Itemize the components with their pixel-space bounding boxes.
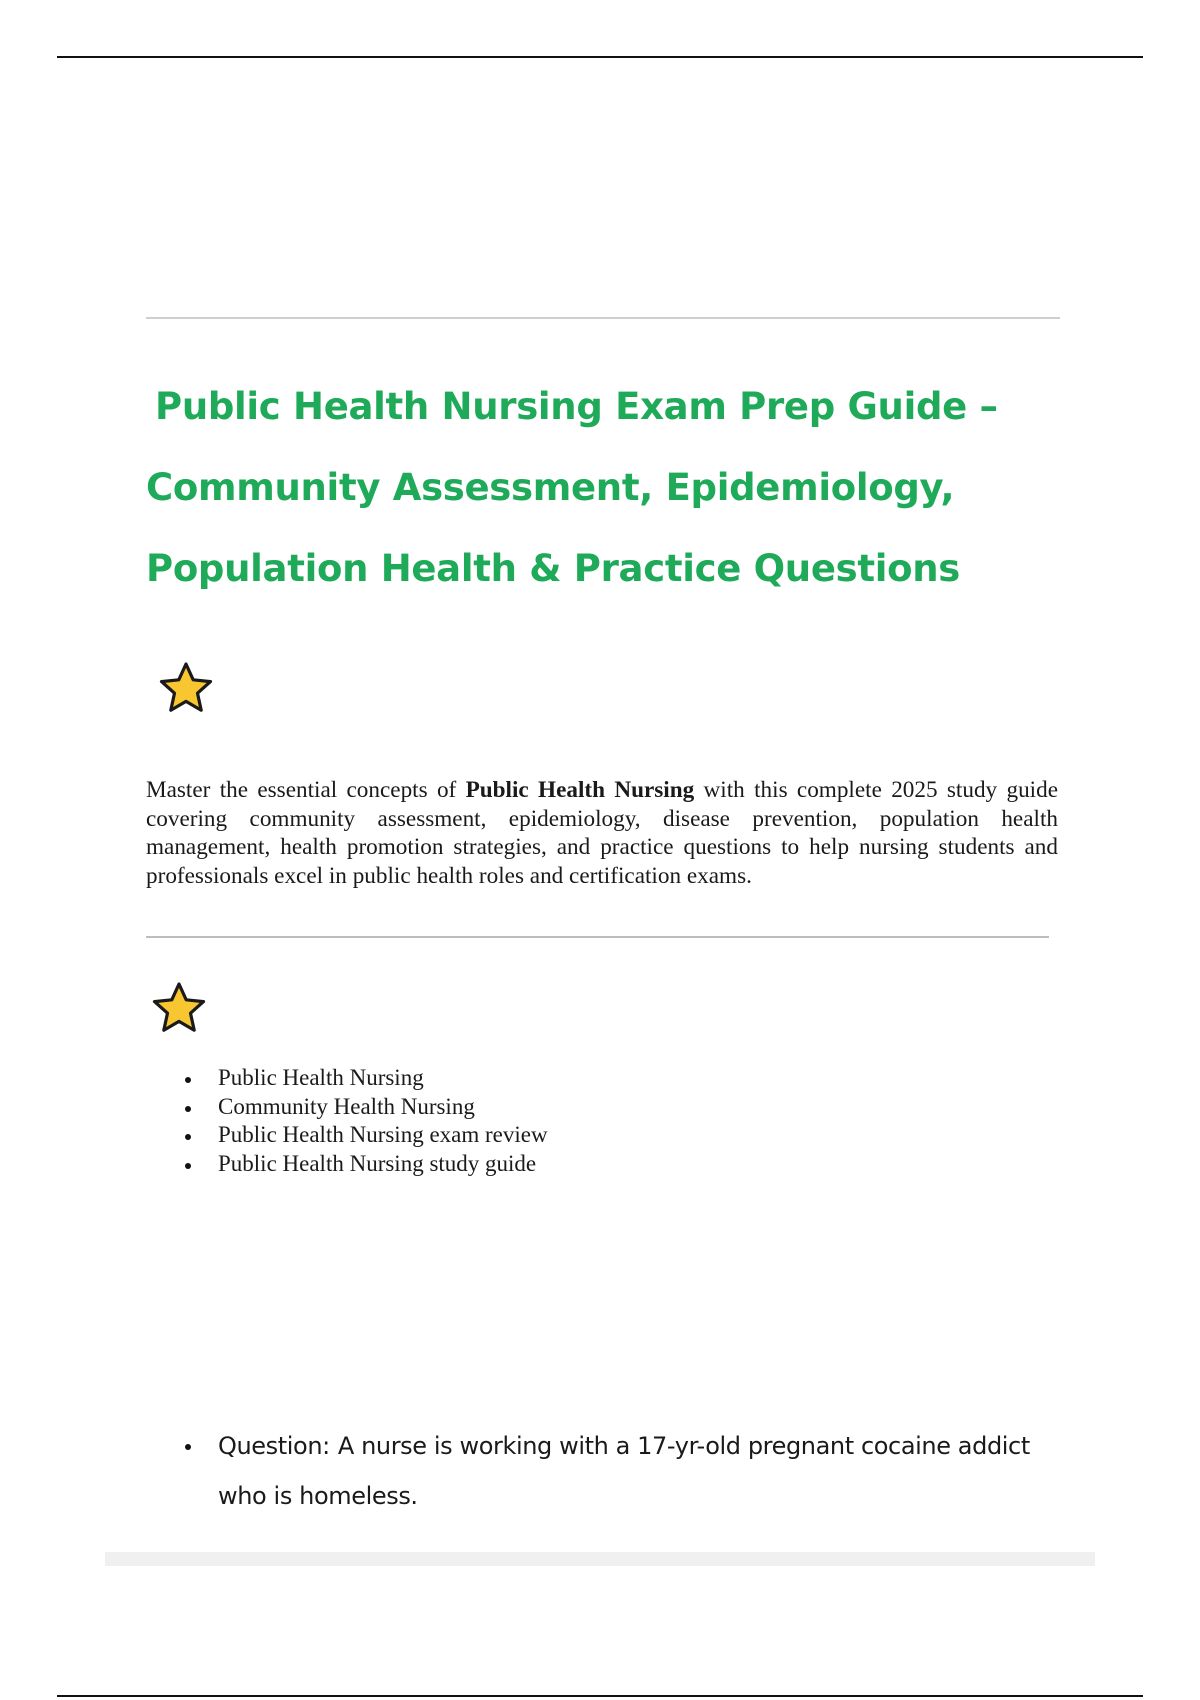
question-item: [146, 1421, 1066, 1521]
page-title: [146, 366, 1096, 609]
intro-prefix: Master the essential concepts of: [146, 777, 466, 803]
list-item: Public Health Nursing: [146, 1064, 548, 1093]
list-item: Community Health Nursing: [146, 1093, 548, 1122]
title-line-1: Public Health Nursing Exam Prep Guide –: [155, 385, 998, 428]
list-item: Public Health Nursing exam review: [146, 1121, 548, 1150]
title-line-3: Population Health & Practice Questions: [146, 547, 961, 590]
keyword-list: [146, 1064, 548, 1178]
section-divider-middle: [146, 936, 1049, 938]
star-icon: [150, 980, 208, 1036]
question-text: A nurse is working with a 17-yr-old pregnant cocaine addict who is homeless.: [218, 1432, 1030, 1510]
page-footer-band: [105, 1552, 1095, 1566]
question-list: [146, 1421, 1066, 1521]
page-bottom-border: [57, 1695, 1143, 1697]
star-icon: [157, 660, 215, 716]
title-line-2: Community Assessment, Epidemiology,: [146, 466, 955, 509]
intro-bold-term: Public Health Nursing: [465, 777, 695, 803]
intro-paragraph: [146, 776, 1058, 890]
intro-suffix: with this complete 2025 study guide covering community assessment, epidemiology, disease prevention, population health management, health promotion strategies, and practice questions to help nursing students and professionals excel in public health roles and certification exams.: [146, 777, 1058, 889]
page-top-border: [57, 56, 1143, 58]
list-item: Public Health Nursing study guide: [146, 1150, 548, 1179]
question-label: Question:: [218, 1432, 330, 1460]
section-divider-top: [146, 317, 1060, 319]
